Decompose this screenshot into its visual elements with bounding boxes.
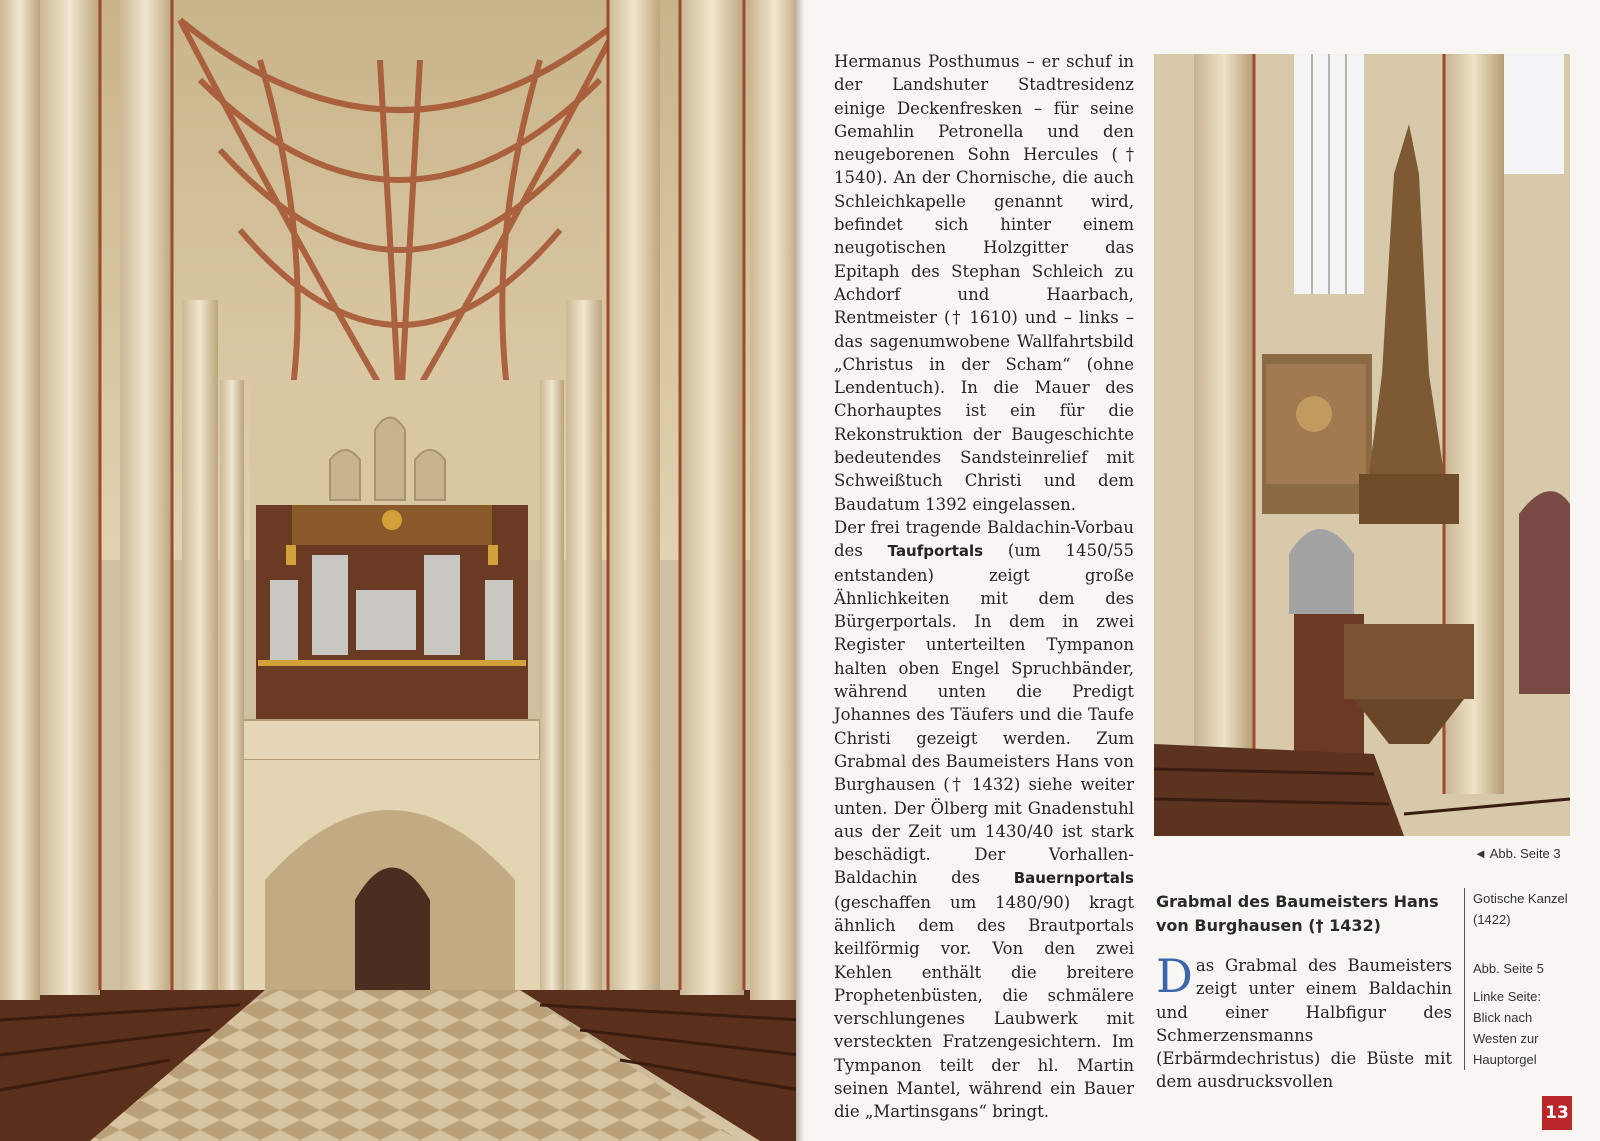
body-text	[834, 50, 1134, 1124]
section-heading: Grabmal des Baumeisters Hans von Burghausen († 1432)	[1156, 892, 1439, 935]
body-paragraph-2	[834, 516, 1134, 1124]
caption-left-page: Linke Seite: Blick nach Westen zur Hauptorgel	[1473, 989, 1541, 1067]
pulpit-photo	[1154, 54, 1570, 836]
caption-spacer	[1473, 979, 1571, 986]
section-text-body: as Grabmal des Baumeisters zeigt unter einem Baldachin und einer Halbfigur des Schmerzensmanns (Erbärmdechristus) die Büste mit dem ausdrucksvollen	[1156, 956, 1452, 1092]
caption-sidebar	[1464, 888, 1571, 1070]
bauernportal-term: Bauernportals	[1013, 869, 1134, 888]
right-page	[804, 0, 1600, 1141]
caption-reference: Abb. Seite 5	[1473, 961, 1544, 976]
body-text-run: (geschaffen um 1480/90) kragt ähnlich dem des Brautportals keilförmig vor. Von den zwei Kehlen enthält die breitere Prophetenbüsten, die schmälere verschlungenes Laubwerk mit versteckten Fratzengesichtern. Im Tympanon teilt der hl. Martin seinen Mantel, während ein Bauer die „Martinsgans“ bringt.	[834, 892, 1134, 1122]
drop-cap: D	[1156, 949, 1193, 1003]
taufportal-term: Taufportals	[887, 542, 984, 561]
section-text	[1156, 949, 1452, 1094]
photo-credit: ◄ Abb. Seite 3	[1474, 846, 1561, 861]
caption-pulpit: Gotische Kanzel (1422)	[1473, 891, 1568, 927]
book-gutter	[796, 0, 804, 1141]
body-paragraph-1: Hermanus Posthumus – er schuf in der Landshuter Stadtresidenz einige Deckenfresken – für seine Gemahlin Petronella und den neugeborenen Sohn Hercules († 1540). An der Chornische, die auch Schleichkapelle genannt wird, befindet sich hinter einem neugotischen Holzgitter das Epitaph des Stephan Schleich zu Achdorf und Haarbach, Rentmeister († 1610) und – links – das sagenumwobene Wallfahrtsbild „Christus in der Scham“ (ohne Lendentuch). In die Mauer des Chorhauptes ist ein für die Rekonstruktion der Baugeschichte bedeutendes Sandsteinrelief mit Schweißtuch Christi und dem Baudatum 1392 eingelassen.	[834, 52, 1134, 514]
body-text-run: Der frei tragende Baldachin-Vorbau des	[834, 517, 1134, 561]
page-number: 13	[1542, 1096, 1572, 1130]
pulpit-illustration	[1154, 54, 1570, 836]
caption-spacer	[1473, 930, 1571, 958]
body-text-run: (um 1450/55 entstanden) zeigt große Ähnlichkeiten mit dem des Bürgerportals. In dem in zwei Register unterteilten Tympanon halten oben Engel Spruchbänder, während unten die Predigt Johannes des Täufers und die Taufe Christi gezeigt werden. Zum Grabmal des Baumeisters Hans von Burghausen († 1432) siehe weiter unten. Der Ölberg mit Gnadenstuhl aus der Zeit um 1430/40 ist stark beschädigt. Der Vorhallen-Baldachin des	[834, 541, 1135, 888]
